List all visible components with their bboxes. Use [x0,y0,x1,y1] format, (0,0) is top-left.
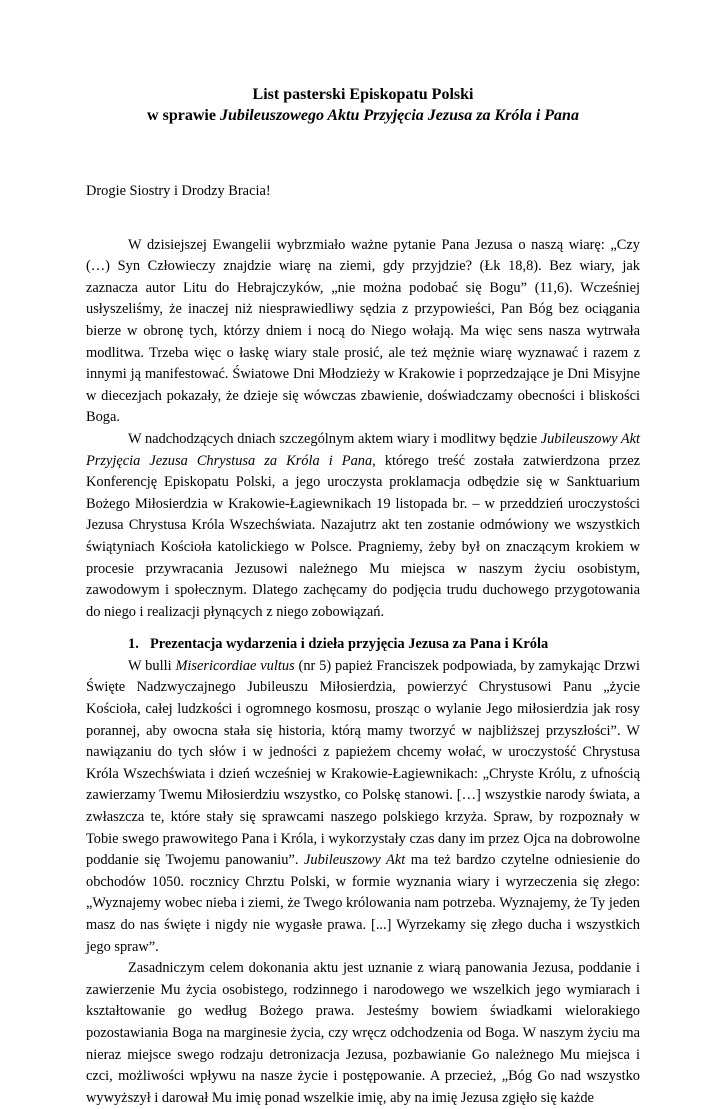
letter-body [86,235,640,1109]
section-1-number: 1. [128,636,139,653]
paragraph-3-italic-1: Misericordiae vultus [175,657,295,674]
paragraph-1: W dzisiejszej Ewangelii wybrzmiało ważne pytanie Pana Jezusa o naszą wiarę: „Czy (…) Syn Człowieczy znajdzie wiarę na ziemi, gdy przyjdzie? (Łk 18,8). Bez wiary, jak zaznacza autor Litu do Hebrajczyków, „nie można podobać się Bogu” (11,6). Wcześniej usłyszeliśmy, że inaczej niż niesprawiedliwy sędzia z przypowieści, Pan Bóg bez ociągania bierze w obronę tych, którzy dniem i nocą do Niego wołają. Ma więc sens nasza wytrwała modlitwa. Trzeba więc o łaskę wiary stale prosić, ale też mężnie wiarę wyznawać i razem z innymi ją manifestować. Światowe Dni Młodzieży w Krakowie i poprzedzające je Dni Misyjne w diecezjach pokazały, że dzieje się wówczas zbawienie, doświadczamy obecności i bliskości Boga. [86,236,640,426]
paragraph-3-italic-2: Jubileuszowy Akt [304,852,406,869]
paragraph-2-text-a: W nadchodzących dniach szczególnym aktem wiary i modlitwy będzie [128,430,541,447]
paragraph-3-text-b: (nr 5) papież Franciszek podpowiada, by zamykając Drzwi Święte Nadzwyczajnego Jubileuszu Miłosierdzia, powierzyć Chrystusowi Panu „życie Kościoła, całej ludzkości i ogromnego kosmosu, prosząc o wylanie Jego miłosierdzia jak rosy porannej, aby owocna stała się historia, którą mamy tworzyć w najbliższej przyszłości”. W nawiązaniu do tych słów i w jedności z papieżem chcemy wołać, w uroczystość Chrystusa Króla Wszechświata i dzień wcześniej w Krakowie-Łagiewnikach: „Chryste Królu, z ufnością zawierzamy Twemu Miłosierdziu wszystko, co Polskę stanowi. […] wszystkie narody świata, a zwłaszcza te, które stały się sprawcami naszego polskiego krzyża. Spraw, by rozpoznały w Tobie swego prawowitego Pana i Króla, i wykorzystały czas dany im przez Ojca na dobrowolne poddanie się Twojemu panowaniu”. [86,657,641,869]
paragraph-3 [86,656,640,958]
title-line-2-italic: Jubileuszowego Aktu Przyjęcia Jezusa za Króla i Pana [219,107,579,124]
title-line-2-prefix: w sprawie [147,107,220,124]
document-title [86,84,640,126]
salutation: Drogie Siostry i Drodzy Bracia! [86,183,271,199]
paragraph-4: Zasadniczym celem dokonania aktu jest uznanie z wiarą panowania Jezusa, poddanie i zawierzenie Mu życia osobistego, rodzinnego i narodowego we wszelkich jego wymiarach i kształtowanie go według Bożego prawa. Jesteśmy bowiem świadkami wielorakiego pozostawiania Boga na marginesie życia, czy wręcz odchodzenia od Boga. W naszym życiu ma nieraz miejsce swego rodzaju detronizacja Jezusa, pozbawianie Go należnego Mu miejsca i czci, możliwości wpływu na nasze życie i postępowanie. A przecież, „Bóg Go nad wszystko wywyższył i darował Mu imię ponad wszelkie imię, aby na imię Jezusa zgięło się każde [86,960,640,1106]
paragraph-3-text-c: ma też bardzo czytelne odniesienie do obchodów 1050. rocznicy Chrztu Polski, w formie wyznania wiary i wyrzeczenia się złego: „Wyznajemy wobec nieba i ziemi, że Twego królowania nam potrzeba. Wyznajemy, że Ty jeden masz do nas święte i nigdy nie wygasłe prawa. [...] Wyrzekamy się złego ducha i wszystkich jego spraw”. [86,852,640,955]
section-1-heading [86,634,640,656]
paragraph-3-text-a: W bulli [128,657,176,674]
title-line-1: List pasterski Episkopatu Polski [252,86,474,103]
paragraph-2 [86,429,640,623]
section-1-title: Prezentacja wydarzenia i dzieła przyjęcia Jezusa za Pana i Króla [150,636,549,653]
paragraph-2-text-b: , którego treść została zatwierdzona przez Konferencję Episkopatu Polski, a jego uroczysta proklamacja odbędzie się w Sanktuarium Bożego Miłosierdzia w Krakowie-Łagiewnikach 19 listopada br. – w przeddzień uroczystości Jezusa Chrystusa Króla Wszechświata. Nazajutrz akt ten zostanie odmówiony we wszystkich świątyniach Kościoła katolickiego w Polsce. Pragniemy, żeby był on znaczącym krokiem w procesie przywracania Jezusowi należnego Mu miejsca w naszym życiu osobistym, zawodowym i społecznym. Dlatego zachęcamy do podjęcia trudu duchowego przygotowania do niego i realizacji płynących z niego zobowiązań. [86,452,640,620]
document-page [86,84,640,1109]
paragraph-2-italic: Jubileuszowy Akt Przyjęcia Jezusa Chrystusa za Króla i Pana [86,430,640,469]
